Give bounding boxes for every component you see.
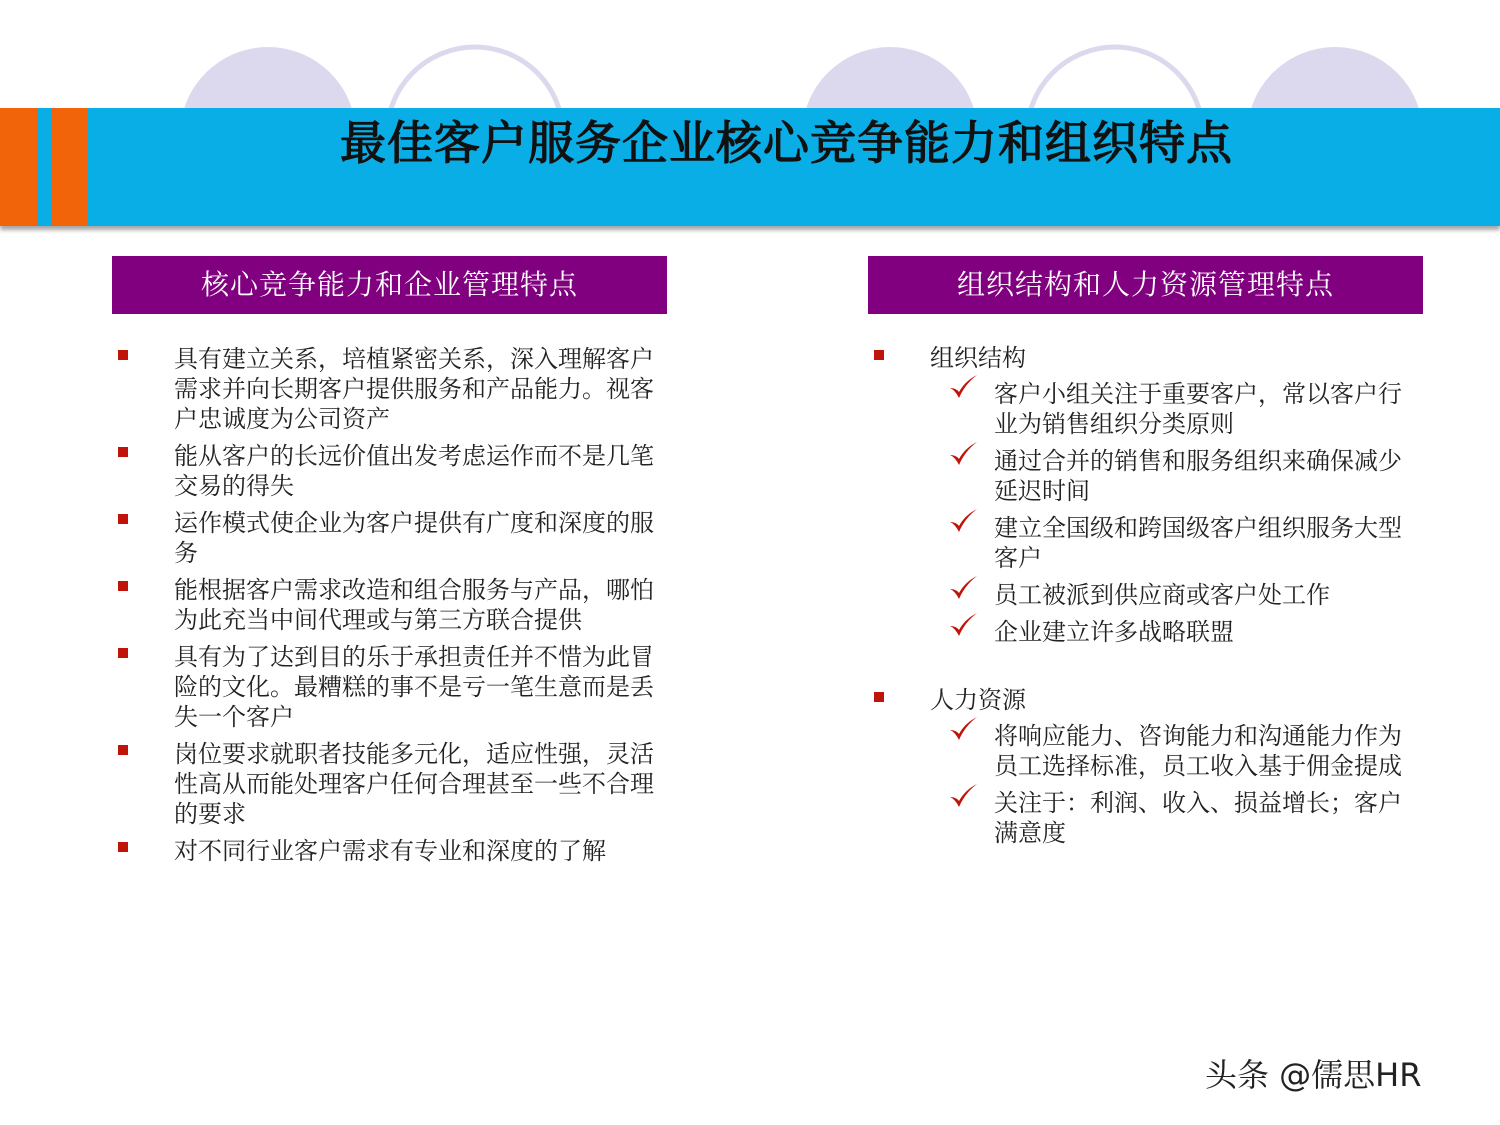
watermark: 头条 @儒思HR bbox=[1205, 1056, 1422, 1094]
checkmark-icon bbox=[948, 440, 978, 470]
list-item: 员工被派到供应商或客户处工作 bbox=[930, 580, 1404, 610]
core-competency-list bbox=[118, 344, 658, 873]
list-item: 通过合并的销售和服务组织来确保减少延迟时间 bbox=[930, 446, 1404, 506]
list-item: 企业建立许多战略联盟 bbox=[930, 617, 1404, 647]
square-bullet-icon bbox=[118, 350, 128, 360]
checkmark-icon bbox=[948, 611, 978, 641]
checkmark-icon bbox=[948, 373, 978, 403]
checkmark-icon bbox=[948, 715, 978, 745]
square-bullet-icon bbox=[874, 350, 884, 360]
checkmark-icon bbox=[948, 782, 978, 812]
list-item: 建立全国级和跨国级客户组织服务大型客户 bbox=[930, 513, 1404, 573]
list-item: 关注于：利润、收入、损益增长；客户满意度 bbox=[930, 788, 1404, 848]
list-item: 岗位要求就职者技能多元化，适应性强，灵活性高从而能处理客户任何合理甚至一些不合理的要求 bbox=[118, 739, 658, 829]
list-item: 对不同行业客户需求有专业和深度的了解 bbox=[118, 836, 658, 866]
list-item: 具有建立关系，培植紧密关系，深入理解客户需求并向长期客户提供服务和产品能力。视客户忠诚度为公司资产 bbox=[118, 344, 658, 434]
list-item: 运作模式使企业为客户提供有广度和深度的服务 bbox=[118, 508, 658, 568]
list-item: 具有为了达到目的乐于承担责任并不惜为此冒险的文化。最糟糕的事不是亏一笔生意而是丢失一个客户 bbox=[118, 642, 658, 732]
checkmark-icon bbox=[948, 574, 978, 604]
list-item: 将响应能力、咨询能力和沟通能力作为员工选择标准，员工收入基于佣金提成 bbox=[930, 721, 1404, 781]
orange-accent-bar bbox=[52, 108, 88, 226]
org-hr-list bbox=[874, 343, 1404, 855]
list-item: 能根据客户需求改造和组合服务与产品，哪怕为此充当中间代理或与第三方联合提供 bbox=[118, 575, 658, 635]
page-title: 最佳客户服务企业核心竞争能力和组织特点 bbox=[340, 116, 1233, 170]
square-bullet-icon bbox=[118, 745, 128, 755]
checkmark-icon bbox=[948, 507, 978, 537]
right-column-heading: 组织结构和人力资源管理特点 bbox=[868, 256, 1423, 314]
square-bullet-icon bbox=[874, 692, 884, 702]
square-bullet-icon bbox=[118, 514, 128, 524]
section-label: 人力资源 bbox=[930, 686, 1026, 714]
square-bullet-icon bbox=[118, 648, 128, 658]
section-human-resources bbox=[874, 685, 1404, 848]
orange-accent-bar bbox=[0, 108, 37, 226]
square-bullet-icon bbox=[118, 581, 128, 591]
list-item: 能从客户的长远价值出发考虑运作而不是几笔交易的得失 bbox=[118, 441, 658, 501]
section-label: 组织结构 bbox=[930, 344, 1026, 372]
square-bullet-icon bbox=[118, 447, 128, 457]
list-item: 客户小组关注于重要客户，常以客户行业为销售组织分类原则 bbox=[930, 379, 1404, 439]
section-org-structure bbox=[874, 343, 1404, 647]
left-column-heading: 核心竞争能力和企业管理特点 bbox=[112, 256, 667, 314]
square-bullet-icon bbox=[118, 842, 128, 852]
